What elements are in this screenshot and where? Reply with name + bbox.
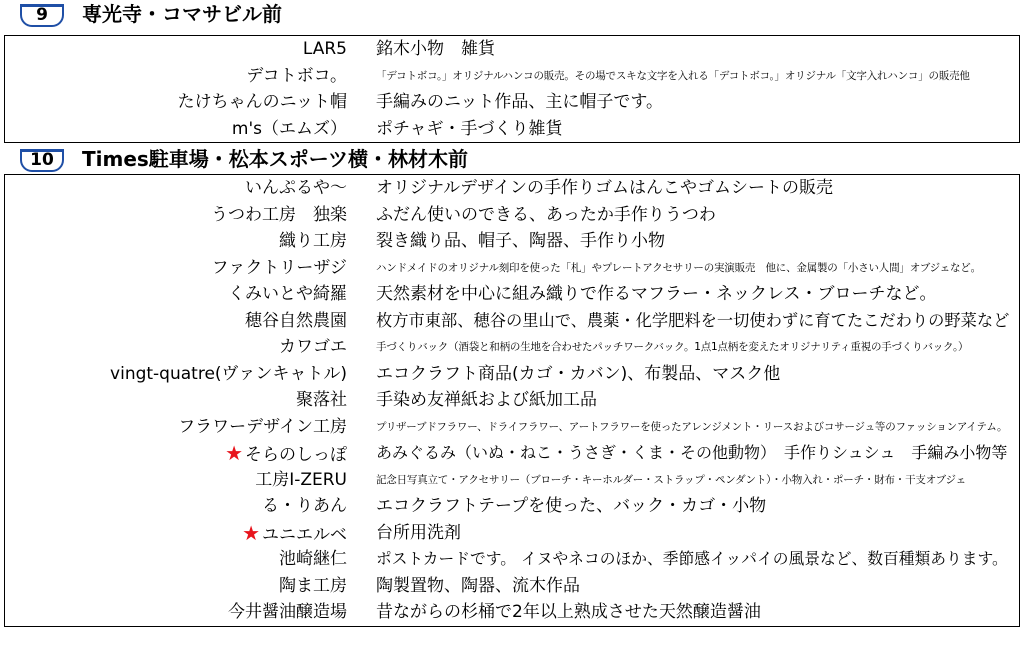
vendor-name-cell: [279, 573, 347, 599]
vendor-name-cell: [178, 89, 347, 115]
vendor-row: [5, 255, 1019, 282]
vendor-name-cell: [212, 255, 347, 281]
vendor-description: 手染め友禅紙および紙加工品: [376, 390, 597, 410]
vendor-name: m's（エムズ）: [231, 118, 347, 139]
section-number-badge: 9: [20, 4, 64, 27]
vendor-description: 昔ながらの杉桶で2年以上熟成させた天然醸造醤油: [376, 602, 761, 622]
vendor-name: 工房I-ZERU: [255, 469, 347, 490]
vendor-name: る・りあん: [262, 496, 347, 516]
vendor-row: [5, 546, 1019, 573]
vendor-description: 銘木小物 雑貨: [376, 39, 495, 59]
vendor-name-cell: [245, 308, 347, 334]
vendor-name-cell: [211, 202, 347, 228]
vendor-description: ポストカードです。 イヌやネコのほか、季節感イッパイの風景など、数百種類あります。: [376, 549, 1008, 568]
vendor-name: 聚落社: [296, 390, 347, 410]
vendor-name-cell: [255, 467, 347, 493]
vendor-row: [5, 63, 1019, 90]
vendor-row: [5, 440, 1019, 467]
vendor-row: [5, 361, 1019, 388]
vendor-name: たけちゃんのニット帽: [177, 92, 347, 112]
vendor-name-cell: [228, 281, 347, 307]
vendor-row: [5, 599, 1019, 626]
vendor-description: ふだん使いのできる、あったか手作りうつわ: [376, 204, 716, 225]
vendor-name: 穂谷自然農園: [245, 310, 347, 331]
vendor-row: [5, 387, 1019, 414]
vendor-name-cell: [303, 36, 347, 62]
vendor-row: [5, 202, 1019, 229]
vendor-description: エコクラフト商品(カゴ・カバン)、布製品、マスク他: [376, 363, 781, 384]
vendor-description: あみぐるみ（いぬ・ねこ・うさぎ・くま・その他動物） 手作りシュシュ 手編み小物等: [376, 443, 1008, 462]
vendor-description: プリザーブドフラワー、ドライフラワー、アートフラワーを使ったアレンジメント・リースおよびコサージュ等のファッションアイテム。: [376, 420, 1008, 433]
vendor-description: 枚方市東部、穂谷の里山で、農薬・化学肥料を一切使わずに育てたこだわりの野菜など: [376, 310, 1010, 330]
vendor-name-cell: [262, 493, 347, 519]
vendor-name-cell: [232, 116, 347, 142]
vendor-name: くみいとや綺羅: [228, 284, 347, 304]
vendor-name: LAR5: [302, 39, 347, 59]
vendor-name-cell: [242, 520, 347, 548]
vendor-name: デコトボコ。: [246, 65, 347, 86]
vendor-name: 池崎継仁: [279, 549, 347, 569]
vendor-row: [5, 467, 1019, 494]
vendor-name: 陶ま工房: [279, 575, 347, 596]
vendor-row: [5, 573, 1019, 600]
vendor-row: [5, 175, 1019, 202]
star-icon: ★: [225, 441, 243, 465]
vendor-row: [5, 493, 1019, 520]
vendor-row: [5, 308, 1019, 335]
section-title: 専光寺・コマサビル前: [82, 2, 282, 26]
vendor-name-cell: [279, 334, 347, 360]
vendor-row: [5, 281, 1019, 308]
vendor-name: 織り工房: [279, 231, 347, 251]
vendor-description: 裂き織り品、帽子、陶器、手作り小物: [376, 231, 665, 251]
section-title: Times駐車場・松本スポーツ横・林材木前: [82, 147, 469, 171]
vendor-description: オリジナルデザインの手作りゴムはんこやゴムシートの販売: [376, 178, 833, 198]
vendor-name: vingt-quatre(ヴァンキャトル): [110, 363, 347, 384]
vendor-name-cell: [279, 546, 347, 572]
vendor-description: 台所用洗剤: [376, 522, 461, 543]
vendor-name-cell: [279, 228, 347, 254]
section-header-10: [0, 145, 1024, 175]
vendor-description: 記念日写真立て・アクセサリー（ブローチ・キーホルダー・ストラップ・ペンダント）・小物入れ・ポーチ・財布・干支オブジェ: [376, 473, 966, 486]
vendor-description: 手づくりバック（酒袋と和柄の生地を合わせたパッチワークバック。1点1点柄を変えたオリジナリティ重視の手づくりバック。）: [376, 341, 969, 353]
vendor-description: 手編みのニット作品、主に帽子です。: [376, 92, 663, 112]
vendor-name-cell: [228, 599, 347, 625]
vendor-name: ファクトリーザジ: [211, 257, 347, 278]
vendor-name: カワゴエ: [279, 337, 347, 357]
vendor-row: [5, 334, 1019, 361]
vendor-description: ハンドメイドのオリジナル刻印を使った「札」やプレートアクセサリーの実演販売 他に、金属製の「小さい人間」オブジェなど。: [376, 261, 981, 274]
vendor-row: [5, 520, 1019, 547]
vendor-name: うつわ工房 独楽: [211, 204, 347, 225]
vendor-name-cell: [110, 361, 347, 387]
vendor-description: 陶製置物、陶器、流木作品: [376, 575, 580, 596]
vendor-name: ユニエルベ: [262, 524, 347, 545]
vendor-name-cell: [245, 175, 347, 201]
section-number-badge: 10: [20, 149, 64, 172]
vendor-name-cell: [296, 387, 347, 413]
vendor-description: 「デコトボコ。」オリジナルハンコの販売。その場でスキな文字を入れる「デコトボコ。」オリジナル「文字入れハンコ」の販売他: [376, 69, 970, 82]
vendor-table: [4, 35, 1020, 143]
vendor-row: [5, 116, 1019, 143]
vendor-row: [5, 36, 1019, 63]
vendor-name: そらのしっぽ: [245, 445, 347, 465]
vendor-table: [4, 174, 1020, 627]
vendor-row: [5, 228, 1019, 255]
vendor-description: エコクラフトテープを使った、バック・カゴ・小物: [376, 496, 767, 516]
vendor-name: いんぷるや～: [245, 178, 347, 198]
vendor-name-cell: [178, 414, 347, 440]
vendor-description: 天然素材を中心に組み織りで作るマフラー・ネックレス・ブローチなど。: [376, 284, 937, 304]
vendor-name-cell: [225, 440, 347, 468]
vendor-name: 今井醤油醸造場: [228, 602, 347, 622]
vendor-row: [5, 414, 1019, 441]
star-icon: ★: [242, 520, 260, 545]
section-header-9: [0, 0, 1024, 30]
vendor-description: ポチャギ・手づくり雑貨: [376, 118, 563, 139]
vendor-row: [5, 89, 1019, 116]
vendor-name: フラワーデザイン工房: [178, 416, 347, 437]
vendor-name-cell: [246, 63, 347, 89]
